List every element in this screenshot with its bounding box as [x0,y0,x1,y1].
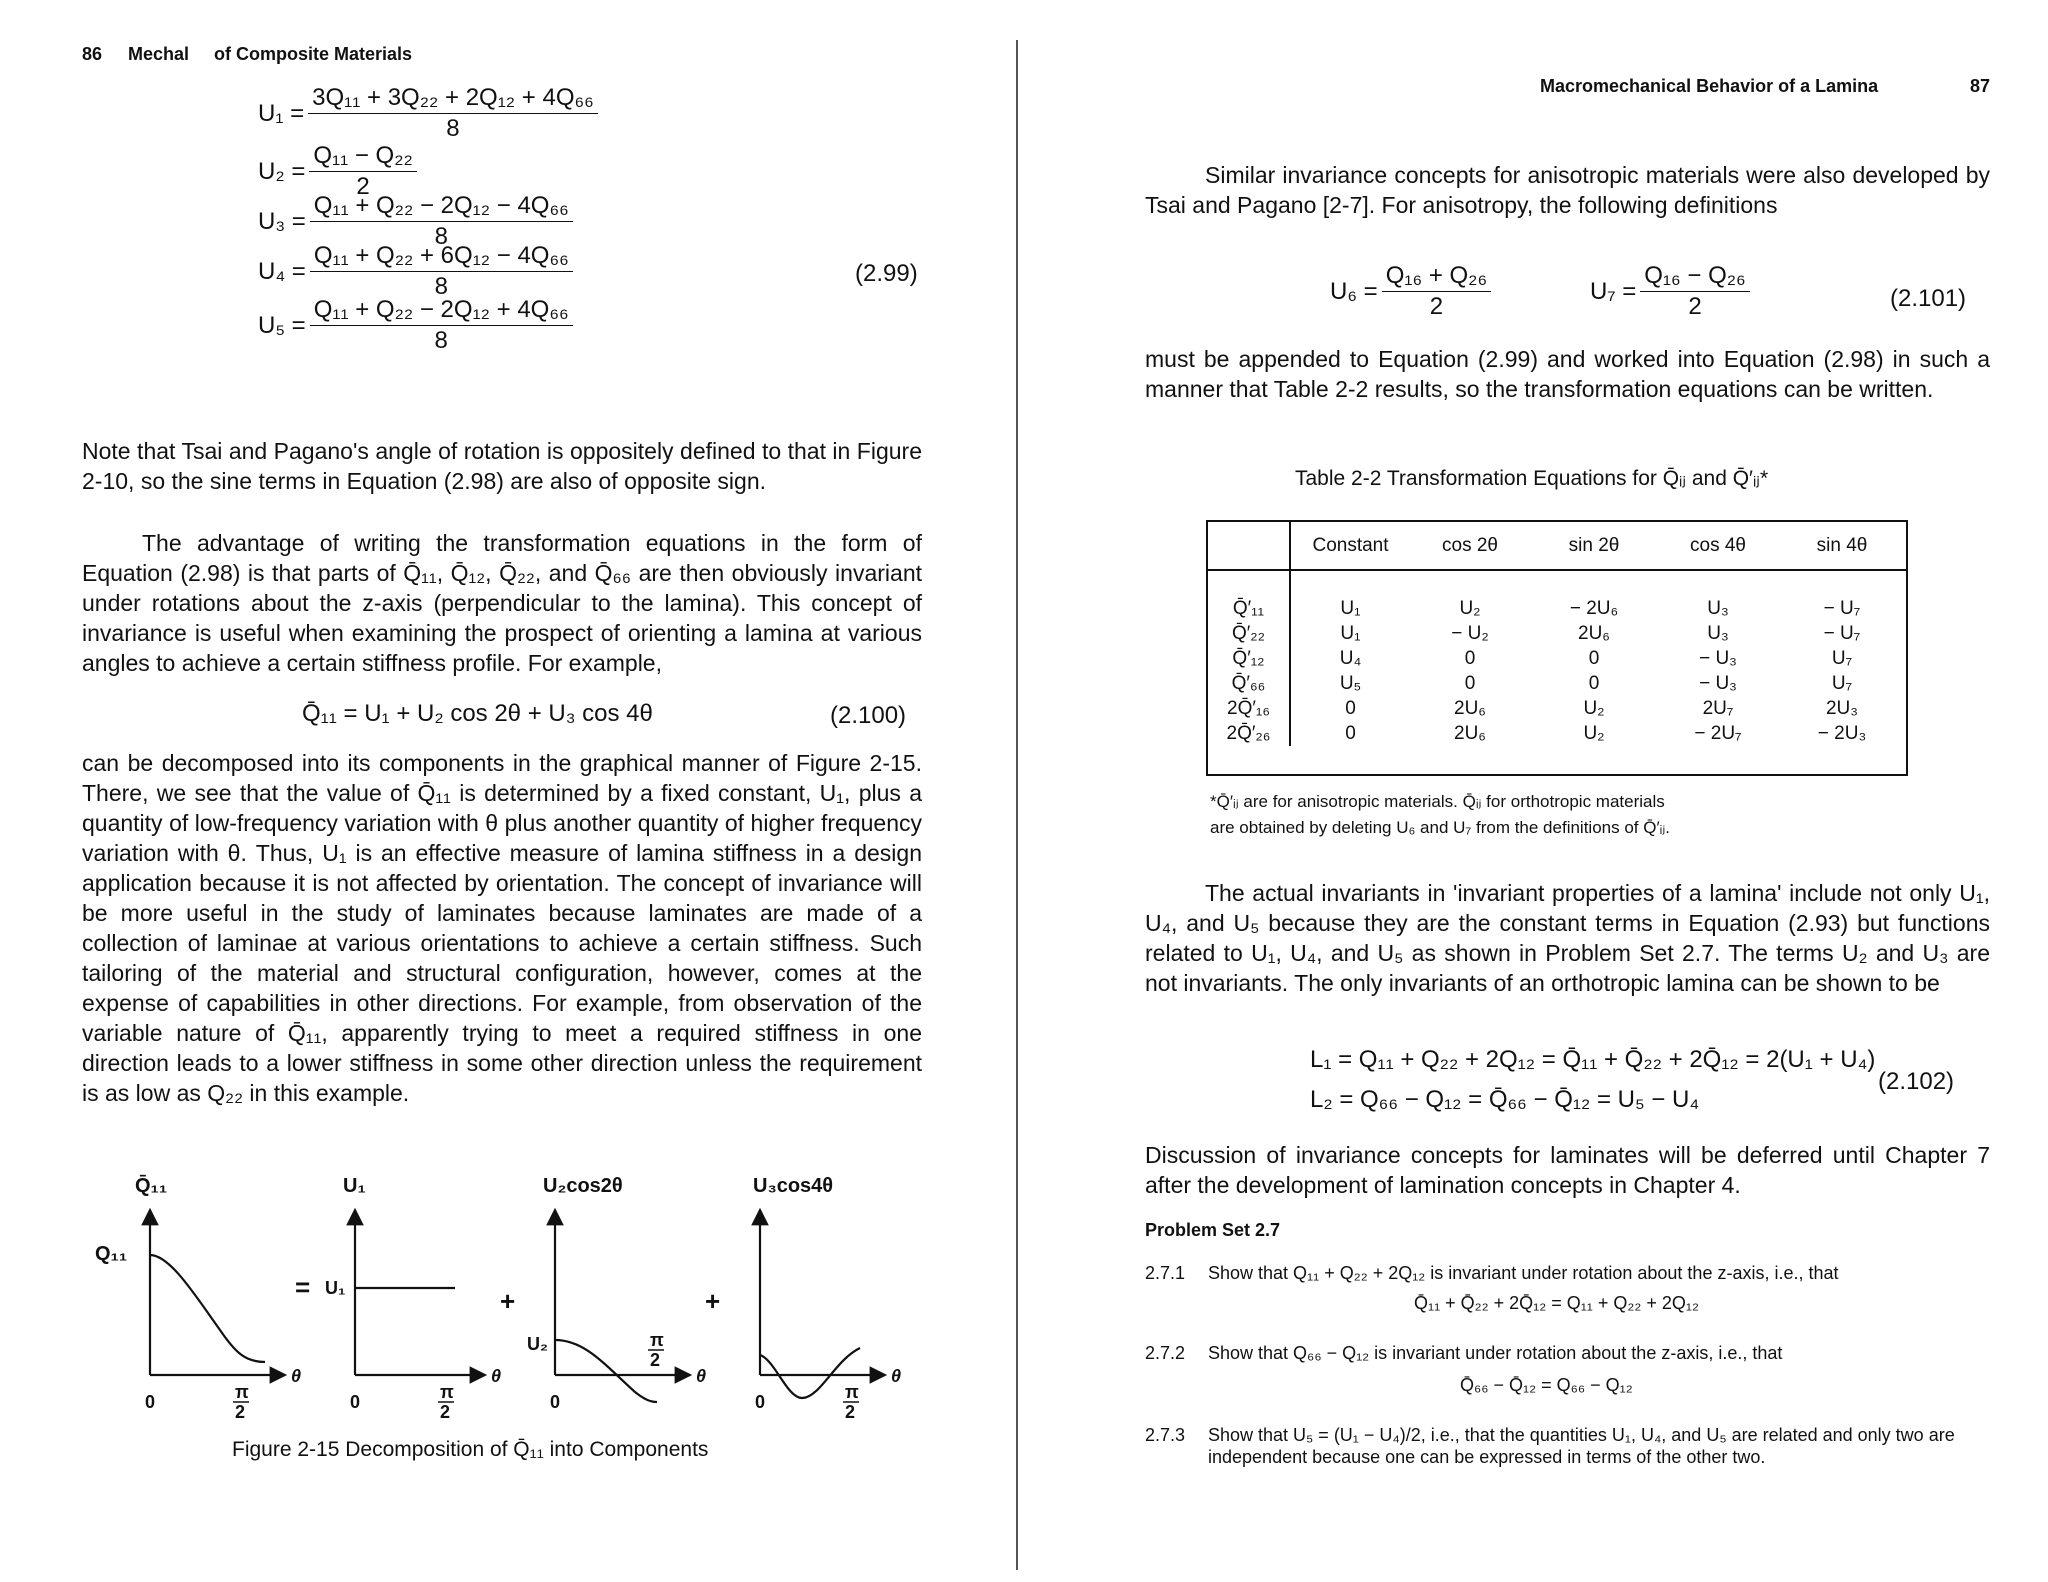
plot2-level-label: U₁ [325,1278,346,1298]
plot3-level-label: U₂ [527,1334,548,1354]
plot1-origin: 0 [145,1392,156,1412]
page-number-left: 86 [82,44,103,64]
table-2-2 [1206,520,1908,776]
equation-number-2-99: (2.99) [855,260,918,287]
plot1-title: Q̄₁₁ [135,1175,168,1197]
table-row: Q̄′₁₂ U₄ 0 0 − U₃ U₇ [1208,646,1906,671]
plot2-two-label: 2 [440,1402,451,1422]
running-head-right: Macromechanical Behavior of a Lamina [1540,76,1879,96]
problem-equation: Q̄₆₆ − Q̄₁₂ = Q₆₆ − Q₁₂ [1460,1375,1633,1395]
table-row: Q̄′₆₆ U₅ 0 0 − U₃ U₇ [1208,671,1906,696]
table-header-row [1208,522,1906,570]
plot3-two-label: 2 [650,1350,661,1370]
equation-u6: U₆ = $\frac{\text{Q₁₆ + Q₂₆}}{2}$ [1330,262,1491,321]
equation-number-2-100: (2.100) [830,702,907,729]
equation-2-102-line1: L₁ = Q₁₁ + Q₂₂ + 2Q₁₂ = Q̄₁₁ + Q̄₂₂ + 2Q̄₁₂ = 2(U₁ + U₄) [1310,1046,1876,1073]
equation-u4: U₄ = $\frac{\text{Q₁₁ + Q₂₂ + 6Q₁₂ − 4Q₆₆}}{8}$ [258,242,573,301]
table-row: Q̄′₂₂ U₁ − U₂ 2U₆ U₃ − U₇ [1208,621,1906,646]
equation-u7: U₇ = $\frac{\text{Q₁₆ − Q₂₆}}{2}$ [1590,262,1750,321]
figure-2-15 [95,1160,925,1430]
plot4-two-label: 2 [845,1402,856,1422]
equation-number-2-101: (2.101) [1890,285,1967,312]
equation-u1: U₁ = $\frac{\text{3Q₁₁ + 3Q₂₂ + 2Q₁₂ + 4Q₆₆}}{8}$ [258,84,598,143]
paragraph-advantage: The advantage of writing the transformation equations in the form of Equation (2.98) is that parts of Q̄₁₁, Q̄₁₂, Q̄₂₂, and Q̄₆₆ are then obviously invariant under rotations about the z-axis (perpendicular to the lamina). This concept of invariance is useful when examining the prospect of orienting a lamina at various angles to achieve a certain stiffness profile. For example, [82,530,922,676]
figure-plus-sign-2: + [705,1286,721,1316]
left-page [0,0,1010,1582]
plot1-ylabel: Q₁₁ [95,1243,128,1265]
table-header-cell: cos 4θ [1690,534,1746,556]
plot3-curve [555,1340,657,1402]
table-caption: Table 2-2 Transformation Equations for Q̄ᵢⱼ and Q̄′ᵢⱼ* [1295,467,1769,490]
table-footnote-line1: *Q̄′ᵢⱼ are for anisotropic materials. Q̄ᵢⱼ for orthotropic materials [1210,792,1665,811]
plot3-pi-label: π [650,1330,664,1350]
table-row: 2Q̄′₂₆ 0 2U₆ U₂ − 2U₇ − 2U₃ [1208,721,1906,746]
problem-text: Show that U₅ = (U₁ − U₄)/2, i.e., that the quantities U₁, U₄, and U₅ are related and only two are independent because one can be expressed in terms of the other two. [1208,1425,1955,1467]
table-row: Q̄′₁₁ U₁ U₂ − 2U₆ U₃ − U₇ [1208,596,1906,621]
paragraph-appended: must be appended to Equation (2.99) and worked into Equation (2.98) in such a manner that Table 2-2 results, so the transformation equations can be written. [1145,346,1990,402]
paragraph-note: Note that Tsai and Pagano's angle of rotation is oppositely defined to that in Figure 2-10, so the sine terms in Equation (2.98) are also of opposite sign. [82,438,922,494]
problem-text: Show that Q₁₁ + Q₂₂ + 2Q₁₂ is invariant under rotation about the z-axis, i.e., that [1208,1263,1839,1283]
plot2-pi-label: π [440,1382,454,1402]
table-header-cell: sin 2θ [1568,534,1620,556]
problem-set-title: Problem Set 2.7 [1145,1220,1281,1240]
table-header-cell: sin 4θ [1816,534,1868,556]
figure-equals-sign: = [295,1272,311,1302]
plot1-two-label: 2 [235,1402,246,1422]
plot2-theta: θ [491,1366,502,1386]
equation-u2: U₂ = $\frac{\text{Q₁₁ − Q₂₂}}{2}$ [258,142,417,201]
table-header-cell: cos 2θ [1442,534,1498,556]
plot4-pi-label: π [845,1382,859,1402]
plot3-title: U₂cos2θ [543,1175,623,1197]
equation-2-100: Q̄₁₁ = U₁ + U₂ cos 2θ + U₃ cos 4θ [302,700,653,727]
table-header-cell: Constant [1312,534,1389,556]
plot3-origin: 0 [550,1392,561,1412]
plot4-origin: 0 [755,1392,766,1412]
paragraph-decomposition: can be decomposed into its components in the graphical manner of Figure 2-15. There, we see that the value of Q̄₁₁ is determined by a fixed constant, U₁, plus a quantity of low-frequency variation with θ plus another quantity of higher frequency variation with θ. Thus, U₁ is an effective measure of lamina stiffness in a design application because it is not affected by orientation. The concept of invariance will be more useful in the study of laminates because laminates are made of a collection of laminae at various orientations to achieve a certain stiffness. Such tailoring of the material and structural configuration, however, comes at the expense of capabilities in other directions. For example, from observation of the variable nature of Q̄₁₁, apparently trying to meet a required stiffness in one direction leads to a lower stiffness in some other direction unless the requirement is as low as Q₂₂ in this example. [82,750,922,1106]
page-number-right: 87 [1970,76,1991,96]
plot1-theta: θ [291,1366,302,1386]
figure-plus-sign-1: + [500,1286,516,1316]
problem-number: 2.7.3 [1145,1425,1186,1445]
running-head-left-b: of Composite Materials [214,44,413,64]
plot4-title: U₃cos4θ [753,1175,834,1197]
paragraph-discussion: Discussion of invariance concepts for laminates will be deferred until Chapter 7 after the development of lamination concepts in Chapter 4. [1145,1142,1990,1198]
running-head-left-a: Mechal [128,44,190,64]
paragraph-invariants: The actual invariants in 'invariant properties of a lamina' include not only U₁, U₄, and U₅ because they are the constant terms in Equation (2.93) but functions related to U₁, U₄, and U₅ as shown in Problem Set 2.7. The terms U₂ and U₃ are not invariants. The only invariants of an orthotropic lamina can be shown to be [1145,880,1990,996]
problem-text: Show that Q₆₆ − Q₁₂ is invariant under rotation about the z-axis, i.e., that [1208,1343,1783,1363]
equation-u5: U₅ = $\frac{\text{Q₁₁ + Q₂₂ − 2Q₁₂ + 4Q₆₆}}{8}$ [258,296,573,355]
plot1-pi-label: π [235,1382,249,1402]
problem-equation: Q̄₁₁ + Q̄₂₂ + 2Q̄₁₂ = Q₁₁ + Q₂₂ + 2Q₁₂ [1414,1293,1699,1313]
plot3-theta: θ [696,1366,707,1386]
plot4-theta: θ [891,1366,902,1386]
plot2-title: U₁ [343,1175,366,1197]
equation-2-102-line2: L₂ = Q₆₆ − Q₁₂ = Q̄₆₆ − Q̄₁₂ = U₅ − U₄ [1310,1086,1700,1113]
paragraph-anisotropic: Similar invariance concepts for anisotropic materials were also developed by Tsai and Pagano [2-7]. For anisotropy, the following definitions [1145,162,1990,218]
equation-number-2-102: (2.102) [1878,1068,1955,1095]
plot1-curve [150,1255,265,1362]
plot2-origin: 0 [350,1392,361,1412]
problem-number: 2.7.1 [1145,1263,1186,1283]
table-footnote-line2: are obtained by deleting U₆ and U₇ from the definitions of Q̄′ᵢⱼ. [1210,818,1671,837]
right-page [1010,0,2048,1582]
figure-caption: Figure 2-15 Decomposition of Q̄₁₁ into Components [232,1438,709,1461]
problem-number: 2.7.2 [1145,1343,1186,1363]
equation-u3: U₃ = $\frac{\text{Q₁₁ + Q₂₂ − 2Q₁₂ − 4Q₆₆}}{8}$ [258,192,573,251]
table-row: 2Q̄′₁₆ 0 2U₆ U₂ 2U₇ 2U₃ [1208,696,1906,721]
